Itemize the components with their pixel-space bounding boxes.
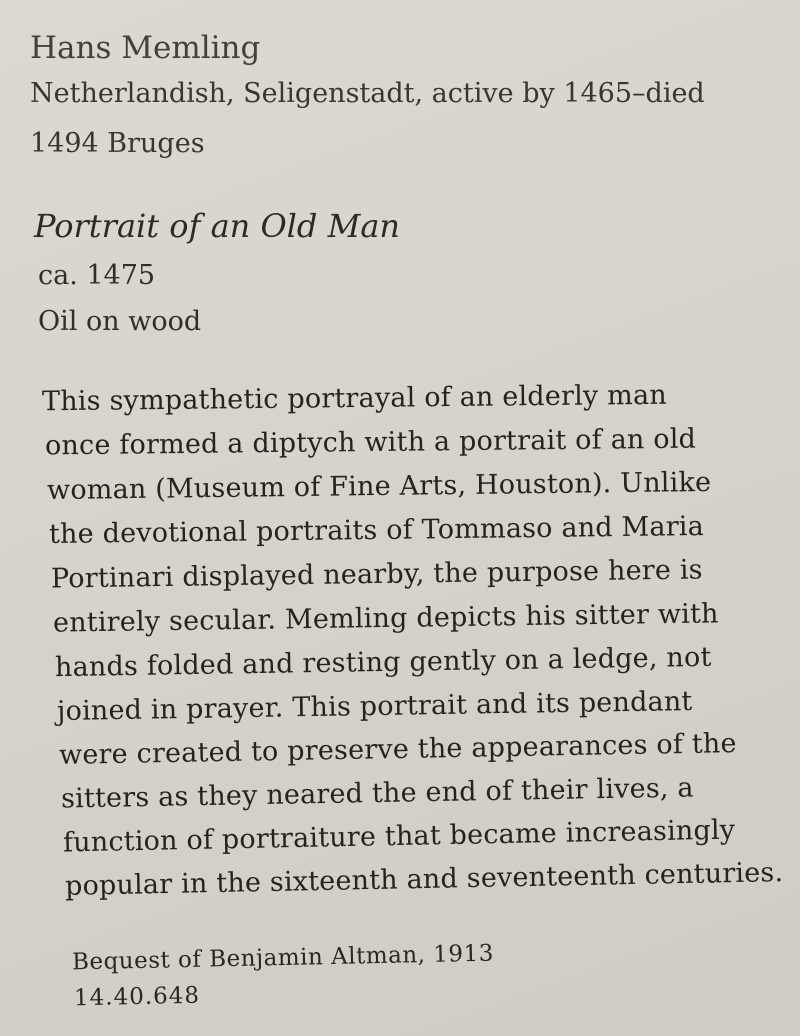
description-line: sitters as they neared the end of their lives, a: [60, 772, 694, 815]
credit-line: Bequest of Benjamin Altman, 1913: [71, 940, 495, 976]
description-line: This sympathetic portrayal of an elderly man: [41, 379, 668, 418]
description-line: function of portraiture that became increasingly: [62, 814, 736, 859]
artist-info-line: 1494 Bruges: [30, 128, 205, 159]
description-line: woman (Museum of Fine Arts, Houston). Unlike: [46, 466, 712, 507]
accession-number: 14.40.648: [73, 982, 201, 1012]
description-line: the devotional portraits of Tommaso and Maria: [48, 511, 705, 550]
artist-name: Hans Memling: [30, 30, 261, 66]
description-line: once formed a diptych with a portrait of an old: [44, 423, 697, 462]
artwork-medium: Oil on wood: [38, 306, 202, 337]
artwork-date: ca. 1475: [38, 260, 156, 291]
description-line: hands folded and resting gently on a ledge, not: [54, 641, 712, 684]
description-line: popular in the sixteenth and seventeenth centuries.: [64, 857, 784, 902]
description-line: Portinari displayed nearby, the purpose here is: [50, 554, 703, 595]
artwork-title: Portrait of an Old Man: [34, 207, 401, 245]
description-line: joined in prayer. This portrait and its pendant: [56, 686, 693, 727]
description-line: were created to preserve the appearances of the: [58, 728, 737, 771]
artist-info-line: Netherlandish, Seligenstadt, active by 1465–died: [30, 78, 705, 109]
description-line: entirely secular. Memling depicts his sitter with: [52, 598, 719, 639]
